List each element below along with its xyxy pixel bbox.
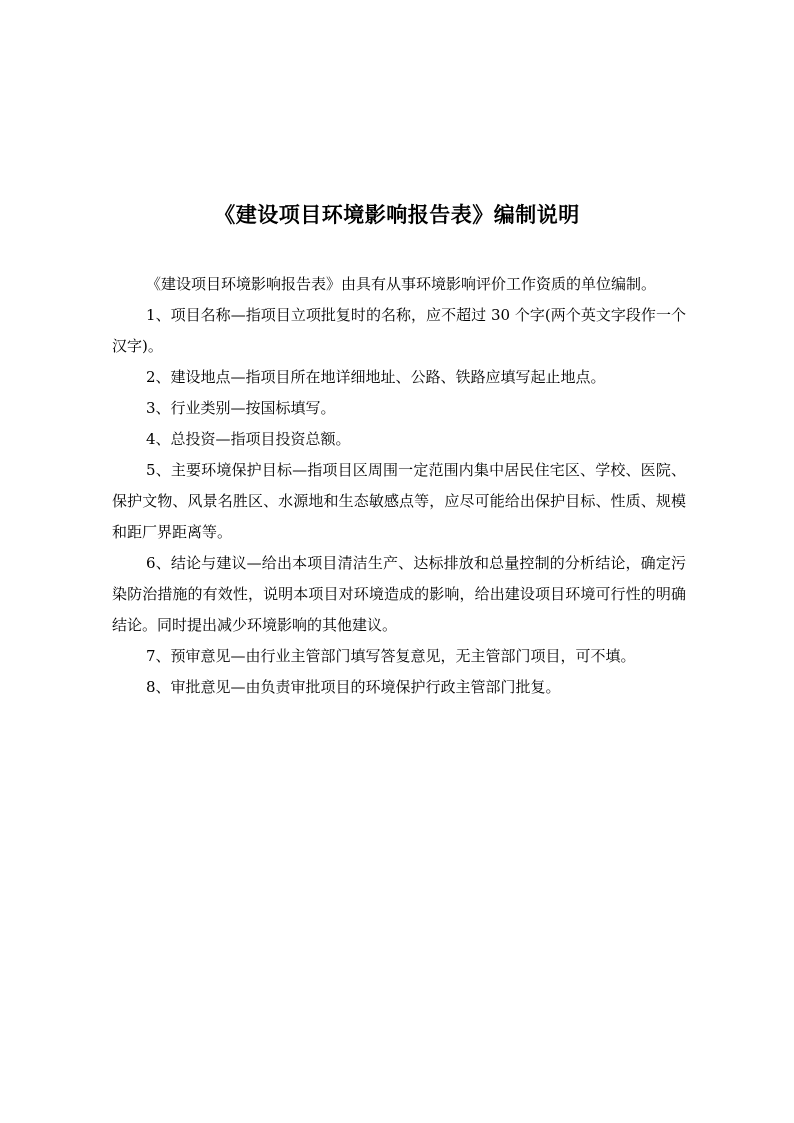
item-project-name: 1、项目名称—指项目立项批复时的名称，应不超过 30 个字(两个英文字段作一个汉字)。 [112, 306, 686, 355]
item-preliminary-review: 7、预审意见—由行业主管部门填写答复意见，无主管部门项目，可不填。 [146, 647, 636, 665]
intro-paragraph: 《建设项目环境影响报告表》由具有从事环境影响评价工作资质的单位编制。 [146, 275, 657, 293]
item-construction-site: 2、建设地点—指项目所在地详细地址、公路、铁路应填写起止地点。 [146, 368, 606, 386]
item-approval: 8、审批意见—由负责审批项目的环境保护行政主管部门批复。 [146, 678, 561, 696]
item-total-investment: 4、总投资—指项目投资总额。 [146, 430, 351, 448]
document-body [112, 269, 686, 703]
item-protection-targets: 5、主要环境保护目标—指项目区周围一定范围内集中居民住宅区、学校、医院、保护文物、风景名胜区、水源地和生态敏感点等，应尽可能给出保护目标、性质、规模和距厂界距离等。 [112, 461, 686, 541]
item-conclusions: 6、结论与建议—给出本项目清洁生产、达标排放和总量控制的分析结论，确定污染防治措施的有效性，说明本项目对环境造成的影响，给出建设项目环境可行性的明确结论。同时提出减少环境影响的其他建议。 [112, 554, 686, 634]
item-industry-category: 3、行业类别—按国标填写。 [146, 399, 336, 417]
document-title: 《建设项目环境影响报告表》编制说明 [214, 202, 580, 227]
